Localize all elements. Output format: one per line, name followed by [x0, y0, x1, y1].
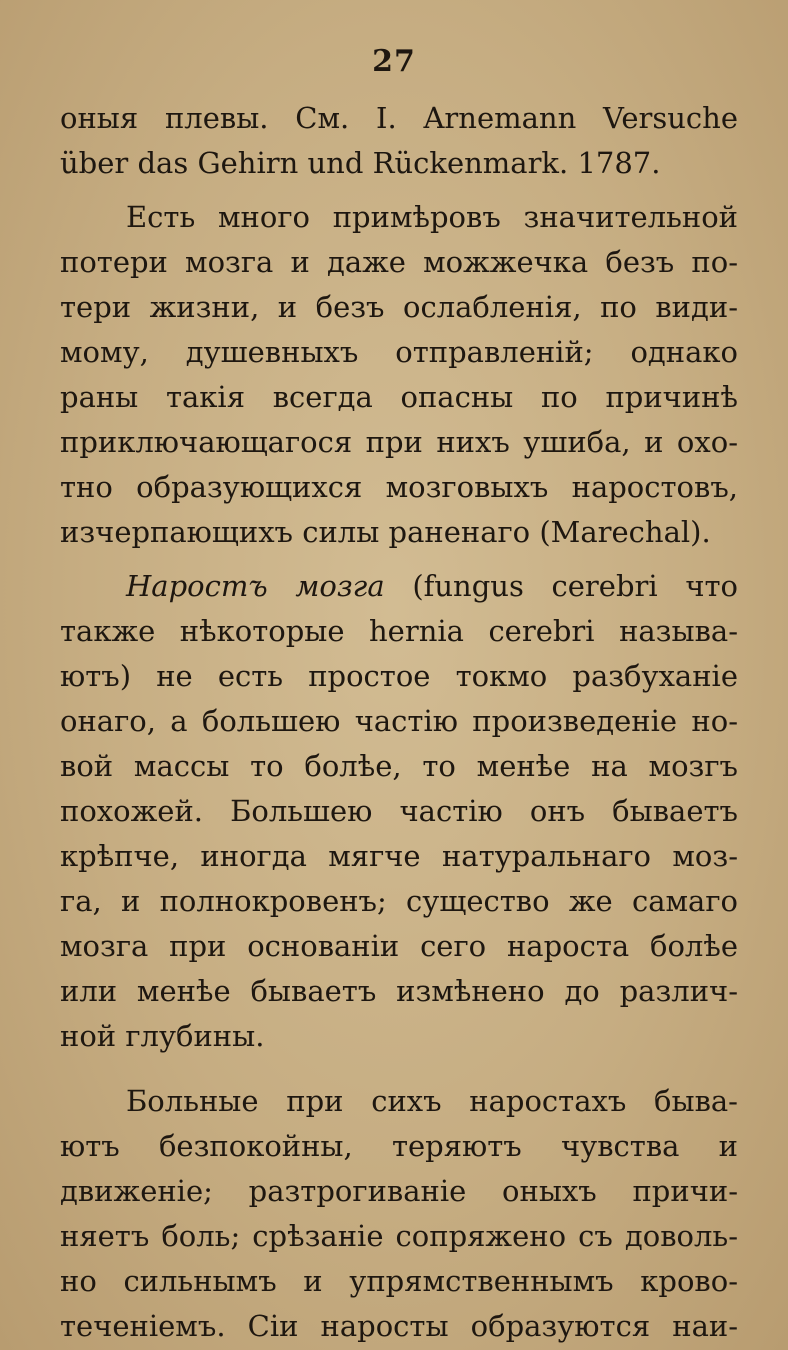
text-line: ной глубины. [60, 1019, 265, 1053]
text-line: приключающагося при нихъ ушиба, и охо- [60, 425, 738, 459]
text-line: ютъ безпокойны, теряютъ чувства и [60, 1129, 738, 1163]
text-line: няетъ боль; срѣзаніе сопряжено съ доволь- [60, 1219, 738, 1253]
page-number: 27 [372, 44, 416, 79]
text-line: мозга при основаніи сего нароста болѣе [60, 929, 738, 963]
text-line: движеніе; разтрогиваніе оныхъ причи- [60, 1174, 738, 1208]
text-line: но сильнымъ и упрямственнымъ крово- [60, 1264, 738, 1298]
body-text [60, 96, 738, 1349]
paragraph [60, 96, 738, 186]
text-line: мому, душевныхъ отправленій; однако [60, 335, 738, 369]
text-line: или менѣе бываетъ измѣнено до различ- [60, 974, 738, 1008]
text-line: вой массы то болѣе, то менѣе на мозгъ [60, 749, 738, 783]
text-line: онаго, а большею частію произведеніе но- [60, 704, 738, 738]
paragraph [60, 564, 738, 1059]
text-line: Есть много примѣровъ значительной [126, 200, 738, 234]
text-line: потери мозга и даже можжечка безъ по- [60, 245, 738, 279]
text-line: изчерпающихъ силы раненаго (Marechal). [60, 515, 711, 549]
text-fragment: (fungus cerebri что [412, 569, 738, 603]
text-line: Больные при сихъ наростахъ быва- [126, 1084, 738, 1118]
text-line: тери жизни, и безъ ослабленія, по види- [60, 290, 738, 324]
text-line: über das Gehirn und Rückenmark. 1787. [60, 146, 661, 180]
text-line: похожей. Большею частію онъ бываетъ [60, 794, 738, 828]
text-line: ютъ) не есть простое токмо разбуханіе [60, 659, 738, 693]
text-line: га, и полнокровенъ; существо же самаго [60, 884, 738, 918]
paragraph [60, 1079, 738, 1349]
paragraph [60, 195, 738, 555]
text-line: крѣпче, иногда мягче натуральнаго моз- [60, 839, 738, 873]
text-line: оныя плевы. См. I. Arnemann Versuche [60, 101, 738, 135]
text-line: раны такія всегда опасны по причинѣ [60, 380, 738, 414]
italic-term: Наростъ мозга [126, 569, 385, 603]
text-line: также нѣкоторые hernia cerebri называ- [60, 614, 738, 648]
text-line: тно образующихся мозговыхъ наростовъ, [60, 470, 738, 504]
text-line [60, 564, 738, 609]
text-line: теченіемъ. Сіи наросты образуются наи- [60, 1309, 738, 1343]
